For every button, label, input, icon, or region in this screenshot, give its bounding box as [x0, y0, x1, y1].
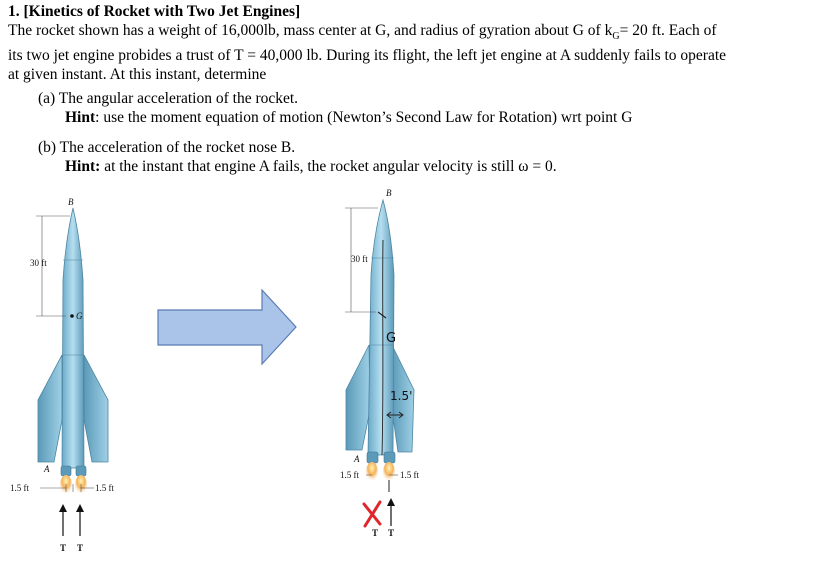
rocket-left [10, 197, 114, 553]
thrust-label-right: T [77, 543, 84, 553]
dim-height-2: 30 ft [351, 254, 368, 264]
engine-right [76, 466, 86, 476]
part-b-hint-label: Hint: [65, 158, 101, 175]
thrust-label-left: T [60, 543, 67, 553]
problem-line-1-text: The rocket shown has a weight of 16,000lb, mass center at G, and radius of gyration about G of k [8, 22, 613, 39]
engine-a [61, 466, 71, 476]
hand-dim: 1.5' [390, 389, 413, 403]
thrust-arrow-right-2 [387, 498, 395, 526]
thrust-arrow-left [59, 504, 67, 536]
thrust-arrow-right [76, 504, 84, 536]
problem-line-2: its two jet engine probides a trust of T = 40,000 lb. During its flight, the left jet engine at A suddenly fails to operate [8, 47, 727, 65]
left-fin [38, 355, 62, 462]
part-b-hint-text: at the instant that engine A fails, the rocket angular velocity is still ω = 0. [100, 158, 557, 175]
part-a-label: (a) The angular acceleration of the rocket. [38, 90, 299, 107]
right-fin [84, 355, 108, 462]
engine-a-2 [367, 452, 378, 463]
dim-left: 1.5 ft [10, 483, 29, 493]
label-b-2: B [386, 188, 392, 198]
failed-thrust-x [364, 502, 380, 526]
rocket-body [62, 208, 84, 468]
part-a-hint-text: : use the moment equation of motion (Newton’s Second Law for Rotation) wrt point G [95, 109, 633, 126]
thrust-label-right-2: T [388, 528, 395, 538]
dim-right-2: 1.5 ft [400, 470, 419, 480]
rocket-right [340, 188, 419, 538]
left-fin-2 [346, 345, 370, 450]
label-a-2: A [354, 454, 360, 464]
transition-arrow [158, 290, 296, 364]
label-a: A [44, 464, 50, 474]
dim-right: 1.5 ft [95, 483, 114, 493]
part-a-hint-label: Hint [65, 109, 96, 126]
flame-right-2 [383, 462, 395, 482]
part-b-label: (b) The acceleration of the rocket nose B. [38, 139, 296, 156]
thrust-label-left-2: T [372, 528, 379, 538]
label-g: G [76, 311, 83, 321]
kg-subscript: G [612, 31, 620, 43]
dim-height: 30 ft [30, 258, 47, 268]
problem-line-3: at given instant. At this instant, determine [8, 66, 267, 84]
engine-right-2 [384, 452, 395, 463]
problem-line-1-end: = 20 ft. Each of [619, 22, 717, 39]
g-point [70, 314, 74, 318]
label-b: B [68, 197, 74, 207]
flame-left-2 [366, 462, 378, 482]
problem-title: 1. [Kinetics of Rocket with Two Jet Engines] [8, 3, 301, 20]
dim-left-2: 1.5 ft [340, 470, 359, 480]
hand-label-g: G [386, 331, 397, 346]
